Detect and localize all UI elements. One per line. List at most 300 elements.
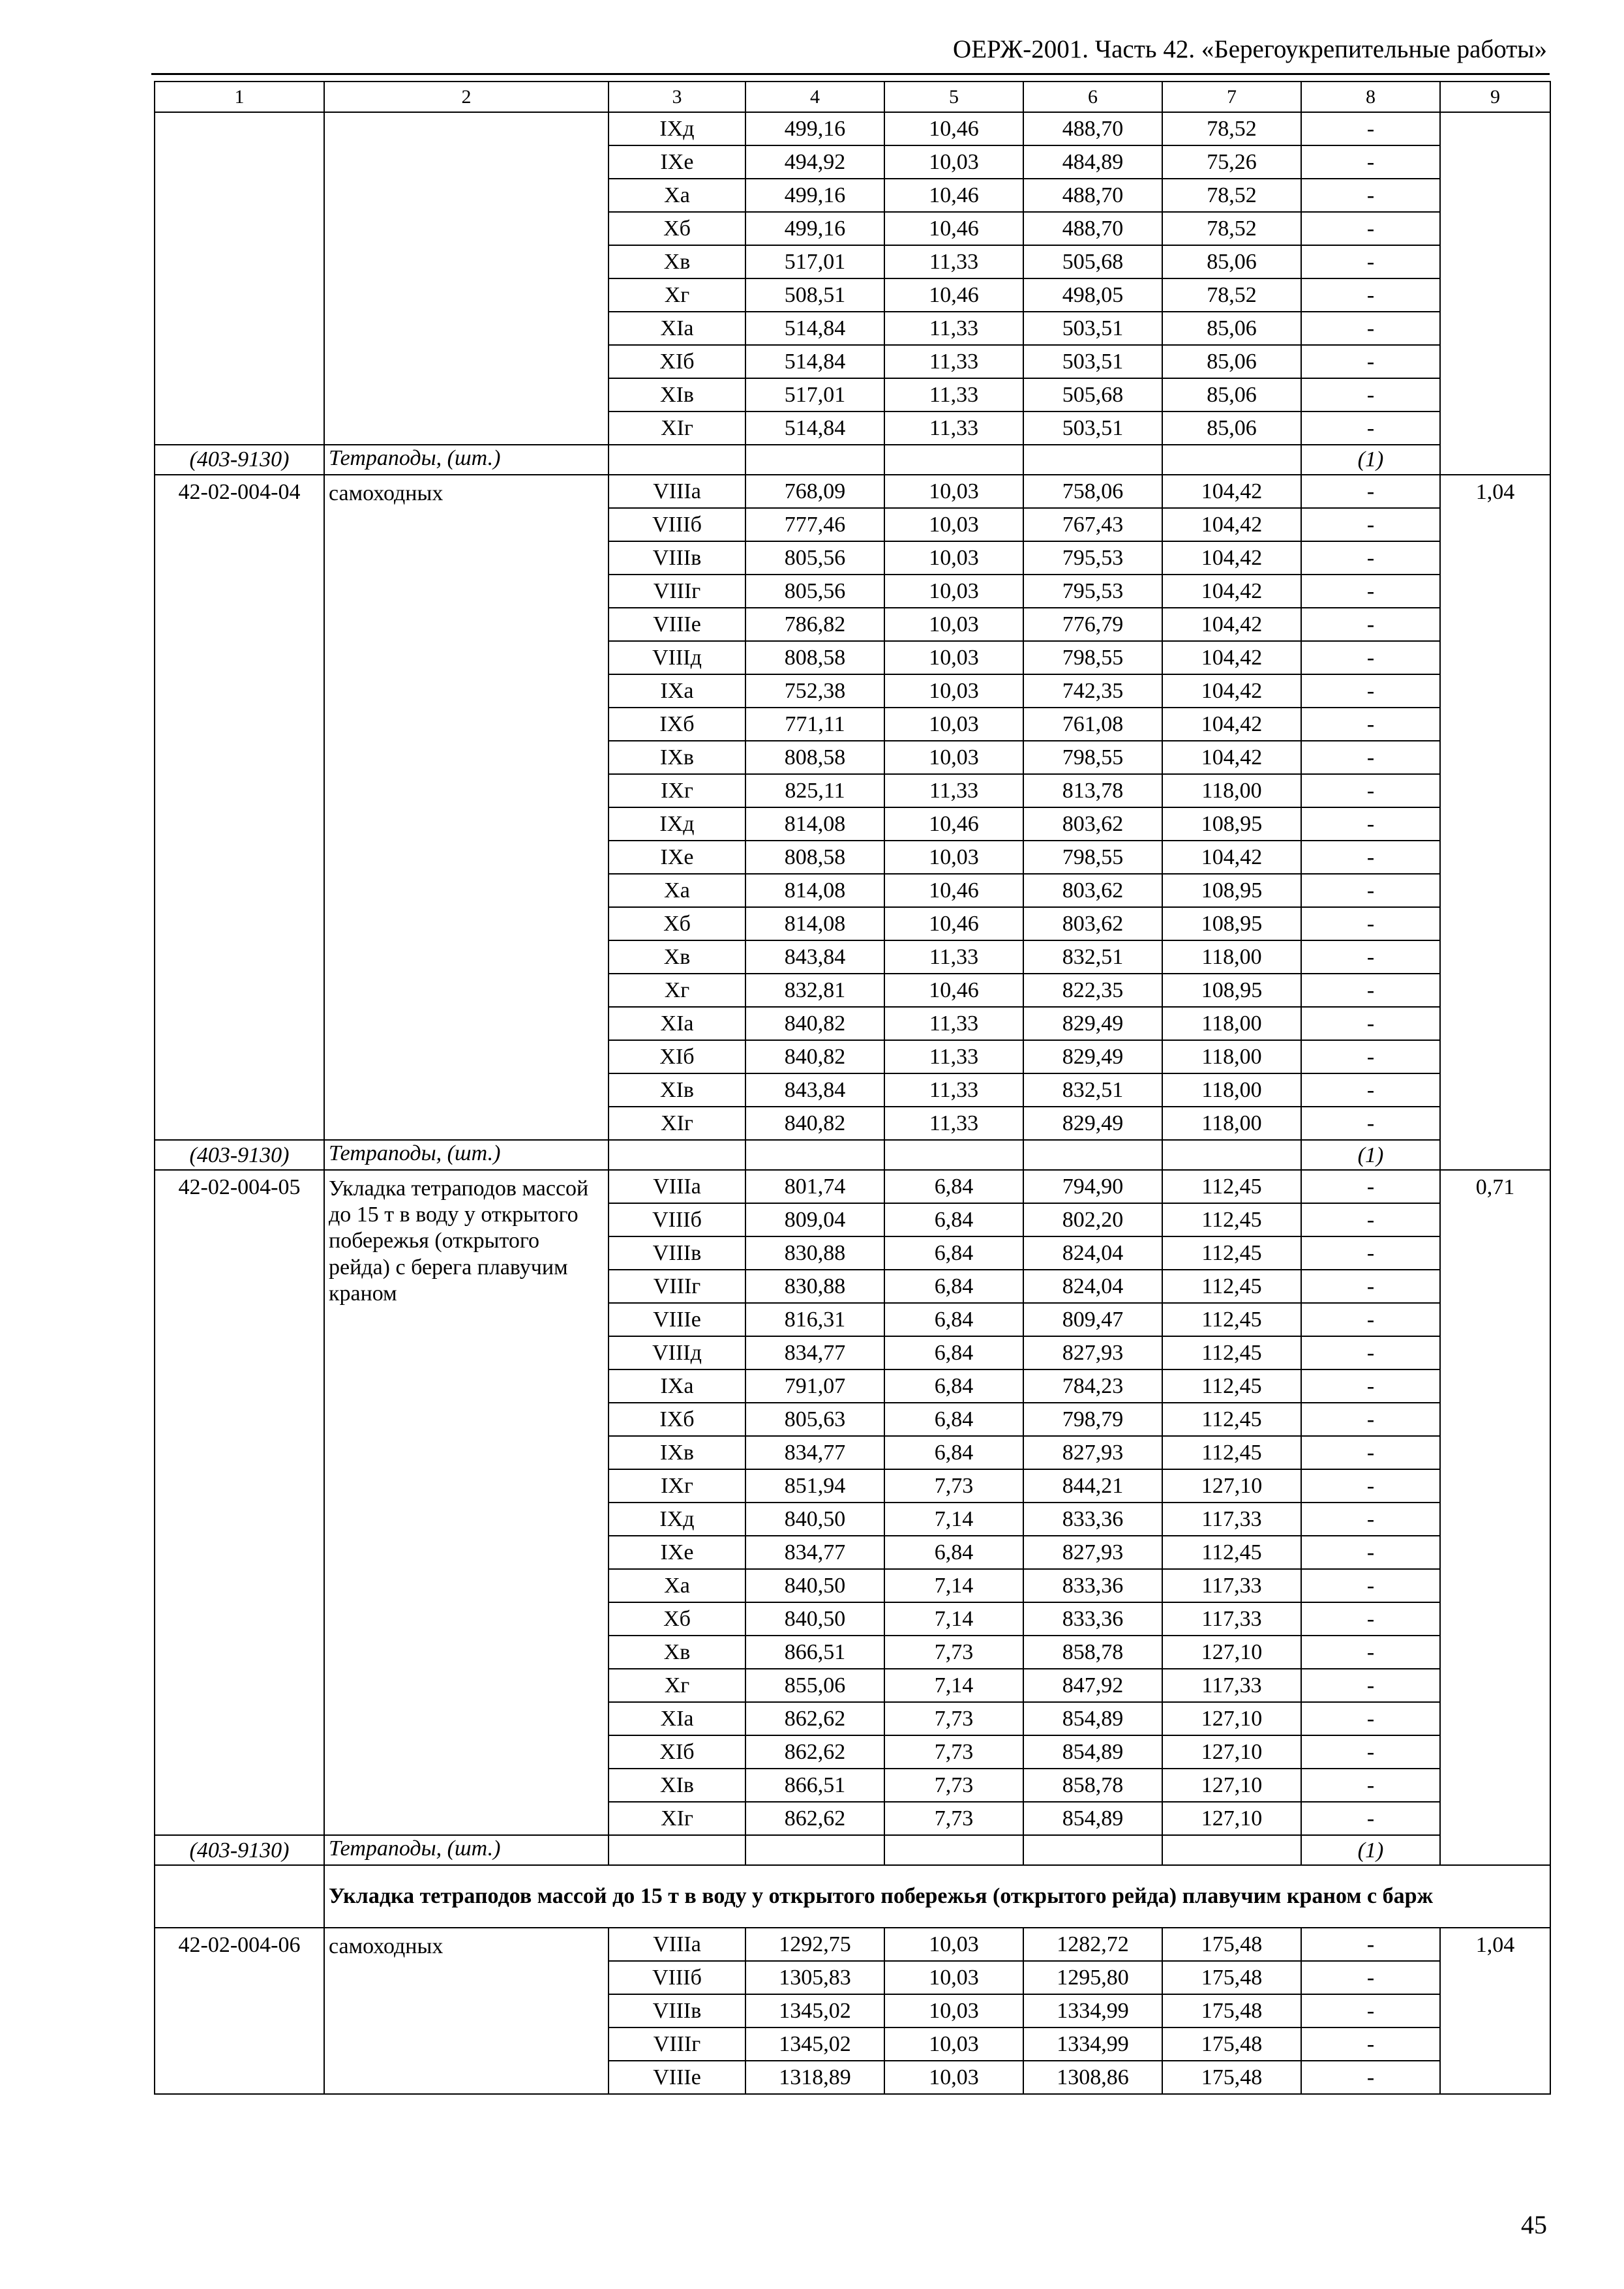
table-cell: 832,51: [1023, 940, 1162, 974]
table-cell: 833,36: [1023, 1569, 1162, 1602]
table-cell: 854,89: [1023, 1702, 1162, 1735]
table-cell: 858,78: [1023, 1769, 1162, 1802]
table-cell: XIг: [609, 1802, 745, 1835]
table-cell: -: [1301, 1503, 1440, 1536]
table-cell: 10,03: [884, 741, 1023, 774]
column-number: 2: [324, 82, 609, 112]
table-cell: -: [1301, 278, 1440, 312]
table-cell: 761,08: [1023, 708, 1162, 741]
table-cell: IXв: [609, 741, 745, 774]
table-cell: -: [1301, 1073, 1440, 1107]
table-cell: -: [1301, 708, 1440, 741]
table-cell: 11,33: [884, 940, 1023, 974]
empty-cell: [1023, 1140, 1162, 1170]
table-cell: -: [1301, 1170, 1440, 1203]
table-cell: 10,46: [884, 278, 1023, 312]
table-cell: XIв: [609, 1073, 745, 1107]
table-cell: 829,49: [1023, 1040, 1162, 1073]
table-cell: 104,42: [1162, 508, 1301, 541]
table-cell: 494,92: [745, 145, 884, 179]
table-cell: 1345,02: [745, 2027, 884, 2061]
table-cell: 11,33: [884, 1107, 1023, 1140]
material-quantity: (1): [1301, 1140, 1440, 1170]
table-cell: 85,06: [1162, 378, 1301, 411]
empty-cell: [1162, 1140, 1301, 1170]
table-cell: VIIIд: [609, 641, 745, 674]
table-cell: VIIIe: [609, 1303, 745, 1336]
table-cell: -: [1301, 774, 1440, 807]
table-cell: 118,00: [1162, 940, 1301, 974]
table-cell: 7,73: [884, 1636, 1023, 1669]
table-cell: 108,95: [1162, 874, 1301, 907]
table-cell: 127,10: [1162, 1735, 1301, 1769]
table-cell: 844,21: [1023, 1469, 1162, 1503]
table-cell: 805,56: [745, 541, 884, 575]
column-number: 4: [745, 82, 884, 112]
table-cell: -: [1301, 575, 1440, 608]
empty-cell: [884, 1835, 1023, 1865]
table-cell: 118,00: [1162, 1107, 1301, 1140]
table-cell: 175,48: [1162, 2027, 1301, 2061]
table-cell: 505,68: [1023, 245, 1162, 278]
table-cell: VIIIe: [609, 608, 745, 641]
table-cell: 858,78: [1023, 1636, 1162, 1669]
table-cell: 112,45: [1162, 1536, 1301, 1569]
table-cell: 488,70: [1023, 212, 1162, 245]
table-cell: Xг: [609, 1669, 745, 1702]
table-cell: IXв: [609, 1436, 745, 1469]
column-number: 8: [1301, 82, 1440, 112]
table-cell: -: [1301, 1403, 1440, 1436]
material-name: Тетраподы, (шт.): [324, 445, 609, 475]
section-subheading: Укладка тетраподов массой до 15 т в воду у открытого побережья (открытого рейда) плавучим краном с барж: [324, 1865, 1550, 1928]
rate-description: самоходных: [324, 1928, 609, 2094]
table-cell: 798,55: [1023, 841, 1162, 874]
table-cell: 11,33: [884, 345, 1023, 378]
table-cell: 10,03: [884, 2027, 1023, 2061]
table-cell: 10,46: [884, 974, 1023, 1007]
table-cell: -: [1301, 112, 1440, 145]
section-subheading-row: [155, 1865, 1550, 1928]
table-cell: IXг: [609, 1469, 745, 1503]
table-cell: 10,03: [884, 708, 1023, 741]
table-cell: 6,84: [884, 1236, 1023, 1270]
table-cell: -: [1301, 345, 1440, 378]
table-cell: 866,51: [745, 1636, 884, 1669]
table-cell: 809,04: [745, 1203, 884, 1236]
table-cell: VIIIб: [609, 1203, 745, 1236]
table-cell: 104,42: [1162, 708, 1301, 741]
table-cell: VIIIг: [609, 575, 745, 608]
rate-code: [155, 112, 324, 445]
table-cell: 834,77: [745, 1336, 884, 1369]
column-number-row: [155, 82, 1550, 112]
table-cell: 127,10: [1162, 1702, 1301, 1735]
table-row: [155, 1928, 1550, 1961]
material-row: [155, 1835, 1550, 1865]
table-cell: 175,48: [1162, 2061, 1301, 2094]
table-cell: -: [1301, 874, 1440, 907]
table-cell: -: [1301, 1928, 1440, 1961]
table-cell: 6,84: [884, 1170, 1023, 1203]
table-cell: -: [1301, 312, 1440, 345]
table-cell: 808,58: [745, 641, 884, 674]
table-cell: 768,09: [745, 475, 884, 508]
table-cell: -: [1301, 378, 1440, 411]
table-cell: 117,33: [1162, 1602, 1301, 1636]
table-cell: 816,31: [745, 1303, 884, 1336]
table-cell: 498,05: [1023, 278, 1162, 312]
table-cell: VIIIв: [609, 1236, 745, 1270]
table-cell: 104,42: [1162, 575, 1301, 608]
table-cell: 829,49: [1023, 1007, 1162, 1040]
table-cell: 752,38: [745, 674, 884, 708]
table-cell: 798,55: [1023, 741, 1162, 774]
table-cell: 834,77: [745, 1536, 884, 1569]
table-cell: 840,82: [745, 1007, 884, 1040]
table-cell: IXe: [609, 841, 745, 874]
table-cell: 829,49: [1023, 1107, 1162, 1140]
table-cell: 488,70: [1023, 112, 1162, 145]
table-cell: 6,84: [884, 1303, 1023, 1336]
table-cell: 777,46: [745, 508, 884, 541]
empty-cell: [1162, 445, 1301, 475]
table-cell: 798,55: [1023, 641, 1162, 674]
table-cell: 834,77: [745, 1436, 884, 1469]
table-cell: 786,82: [745, 608, 884, 641]
price-table: [154, 81, 1551, 2095]
page-number: 45: [1521, 2210, 1547, 2239]
table-cell: XIa: [609, 312, 745, 345]
table-cell: 7,73: [884, 1735, 1023, 1769]
table-cell: -: [1301, 641, 1440, 674]
table-cell: 6,84: [884, 1270, 1023, 1303]
table-cell: 117,33: [1162, 1569, 1301, 1602]
table-cell: 10,03: [884, 475, 1023, 508]
table-cell: -: [1301, 1802, 1440, 1835]
table-cell: 862,62: [745, 1735, 884, 1769]
table-cell: VIIIв: [609, 1994, 745, 2027]
table-cell: 791,07: [745, 1369, 884, 1403]
rate-description: самоходных: [324, 475, 609, 1140]
table-cell: 78,52: [1162, 278, 1301, 312]
table-cell: 742,35: [1023, 674, 1162, 708]
table-cell: 795,53: [1023, 575, 1162, 608]
table-cell: -: [1301, 1236, 1440, 1270]
table-cell: 7,14: [884, 1503, 1023, 1536]
table-cell: 10,03: [884, 508, 1023, 541]
table-cell: XIб: [609, 345, 745, 378]
table-cell: 484,89: [1023, 145, 1162, 179]
table-cell: 104,42: [1162, 541, 1301, 575]
table-cell: -: [1301, 2027, 1440, 2061]
table-cell: 505,68: [1023, 378, 1162, 411]
table-cell: 514,84: [745, 411, 884, 445]
table-cell: Xa: [609, 874, 745, 907]
table-cell: 824,04: [1023, 1236, 1162, 1270]
table-cell: 10,46: [884, 807, 1023, 841]
table-cell: -: [1301, 411, 1440, 445]
empty-cell: [155, 1865, 324, 1928]
table-cell: -: [1301, 475, 1440, 508]
table-cell: -: [1301, 674, 1440, 708]
table-cell: 10,03: [884, 1928, 1023, 1961]
table-cell: 803,62: [1023, 874, 1162, 907]
table-cell: 809,47: [1023, 1303, 1162, 1336]
table-cell: 488,70: [1023, 179, 1162, 212]
table-cell: 784,23: [1023, 1369, 1162, 1403]
table-cell: 801,74: [745, 1170, 884, 1203]
table-cell: -: [1301, 1040, 1440, 1073]
table-cell: -: [1301, 2061, 1440, 2094]
table-cell: VIIIг: [609, 1270, 745, 1303]
table-cell: -: [1301, 1107, 1440, 1140]
table-cell: 112,45: [1162, 1336, 1301, 1369]
table-cell: 795,53: [1023, 541, 1162, 575]
table-cell: 814,08: [745, 807, 884, 841]
table-cell: 11,33: [884, 312, 1023, 345]
rate-code: 42-02-004-06: [155, 1928, 324, 2094]
table-cell: VIIIб: [609, 1961, 745, 1994]
header-rule: [151, 73, 1550, 75]
table-cell: VIIIг: [609, 2027, 745, 2061]
table-cell: 814,08: [745, 874, 884, 907]
table-cell: 10,03: [884, 608, 1023, 641]
empty-cell: [1023, 1835, 1162, 1865]
table-cell: IXб: [609, 1403, 745, 1436]
column-number: 6: [1023, 82, 1162, 112]
table-cell: 866,51: [745, 1769, 884, 1802]
empty-cell: [884, 445, 1023, 475]
table-cell: 104,42: [1162, 475, 1301, 508]
table-cell: 517,01: [745, 378, 884, 411]
column-number: 3: [609, 82, 745, 112]
table-row: [155, 475, 1550, 508]
table-cell: XIв: [609, 378, 745, 411]
table-cell: Xв: [609, 245, 745, 278]
table-cell: 862,62: [745, 1702, 884, 1735]
table-cell: 1308,86: [1023, 2061, 1162, 2094]
table-cell: XIб: [609, 1040, 745, 1073]
table-cell: 7,14: [884, 1669, 1023, 1702]
table-cell: IXд: [609, 112, 745, 145]
table-cell: 127,10: [1162, 1636, 1301, 1669]
table-cell: Xг: [609, 974, 745, 1007]
table-cell: Xг: [609, 278, 745, 312]
table-cell: 85,06: [1162, 312, 1301, 345]
table-cell: IXa: [609, 674, 745, 708]
table-cell: 499,16: [745, 112, 884, 145]
table-cell: 112,45: [1162, 1303, 1301, 1336]
table-cell: 514,84: [745, 312, 884, 345]
material-row: [155, 1140, 1550, 1170]
table-cell: VIIIд: [609, 1336, 745, 1369]
table-cell: 104,42: [1162, 608, 1301, 641]
table-cell: 851,94: [745, 1469, 884, 1503]
table-cell: 10,46: [884, 212, 1023, 245]
rate-description: [324, 112, 609, 445]
table-cell: -: [1301, 1602, 1440, 1636]
table-cell: 832,51: [1023, 1073, 1162, 1107]
table-cell: 175,48: [1162, 1961, 1301, 1994]
table-cell: 175,48: [1162, 1994, 1301, 2027]
table-cell: Xб: [609, 907, 745, 940]
table-cell: -: [1301, 1536, 1440, 1569]
table-cell: Xв: [609, 940, 745, 974]
table-cell: 118,00: [1162, 1073, 1301, 1107]
table-cell: 776,79: [1023, 608, 1162, 641]
table-cell: 11,33: [884, 774, 1023, 807]
table-cell: 10,03: [884, 2061, 1023, 2094]
column-number: 5: [884, 82, 1023, 112]
table-cell: 75,26: [1162, 145, 1301, 179]
table-cell: 11,33: [884, 378, 1023, 411]
table-cell: 175,48: [1162, 1928, 1301, 1961]
table-cell: 104,42: [1162, 741, 1301, 774]
table-cell: 112,45: [1162, 1270, 1301, 1303]
table-cell: 517,01: [745, 245, 884, 278]
empty-cell: [609, 1140, 745, 1170]
table-cell: 1345,02: [745, 1994, 884, 2027]
table-cell: XIa: [609, 1007, 745, 1040]
table-cell: Xв: [609, 1636, 745, 1669]
table-cell: 6,84: [884, 1436, 1023, 1469]
table-cell: 85,06: [1162, 345, 1301, 378]
material-code: (403-9130): [155, 1140, 324, 1170]
table-cell: 503,51: [1023, 411, 1162, 445]
table-cell: 6,84: [884, 1536, 1023, 1569]
table-cell: Xб: [609, 212, 745, 245]
table-cell: VIIIa: [609, 1170, 745, 1203]
table-cell: -: [1301, 1436, 1440, 1469]
empty-cell: [884, 1140, 1023, 1170]
table-cell: 11,33: [884, 1073, 1023, 1107]
column-number: 9: [1440, 82, 1550, 112]
table-cell: 127,10: [1162, 1469, 1301, 1503]
table-cell: 10,03: [884, 641, 1023, 674]
page-header-title: ОЕРЖ-2001. Часть 42. «Берегоукрепительные работы»: [953, 35, 1547, 63]
table-cell: 832,81: [745, 974, 884, 1007]
material-name: Тетраподы, (шт.): [324, 1835, 609, 1865]
table-cell: -: [1301, 1303, 1440, 1336]
table-cell: -: [1301, 541, 1440, 575]
table-cell: IXe: [609, 1536, 745, 1569]
table-cell: XIг: [609, 411, 745, 445]
table-cell: VIIIa: [609, 1928, 745, 1961]
table-cell: 508,51: [745, 278, 884, 312]
table-cell: 6,84: [884, 1369, 1023, 1403]
table-cell: 108,95: [1162, 907, 1301, 940]
table-cell: 808,58: [745, 741, 884, 774]
table-cell: 1334,99: [1023, 1994, 1162, 2027]
table-cell: 11,33: [884, 411, 1023, 445]
table-cell: 85,06: [1162, 411, 1301, 445]
table-cell: 112,45: [1162, 1403, 1301, 1436]
table-cell: 10,03: [884, 841, 1023, 874]
table-cell: 127,10: [1162, 1769, 1301, 1802]
table-cell: 118,00: [1162, 1040, 1301, 1073]
table-cell: 855,06: [745, 1669, 884, 1702]
table-cell: 758,06: [1023, 475, 1162, 508]
table-cell: -: [1301, 1270, 1440, 1303]
table-cell: 827,93: [1023, 1536, 1162, 1569]
table-cell: 78,52: [1162, 112, 1301, 145]
table-cell: 813,78: [1023, 774, 1162, 807]
table-cell: 117,33: [1162, 1503, 1301, 1536]
column-number: 7: [1162, 82, 1301, 112]
table-cell: 503,51: [1023, 312, 1162, 345]
table-cell: 1305,83: [745, 1961, 884, 1994]
table-cell: 108,95: [1162, 807, 1301, 841]
table-cell: 10,46: [884, 907, 1023, 940]
material-quantity: (1): [1301, 1835, 1440, 1865]
table-cell: -: [1301, 1994, 1440, 2027]
table-cell: 7,14: [884, 1602, 1023, 1636]
table-cell: 112,45: [1162, 1369, 1301, 1403]
empty-cell: [609, 445, 745, 475]
table-cell: 118,00: [1162, 1007, 1301, 1040]
table-cell: -: [1301, 179, 1440, 212]
table-cell: -: [1301, 940, 1440, 974]
table-cell: 104,42: [1162, 841, 1301, 874]
column-number: 1: [155, 82, 324, 112]
table-cell: 11,33: [884, 1007, 1023, 1040]
material-name: Тетраподы, (шт.): [324, 1140, 609, 1170]
table-cell: 6,84: [884, 1203, 1023, 1236]
rate-coefficient: 0,71: [1440, 1170, 1550, 1865]
table-cell: XIг: [609, 1107, 745, 1140]
table-cell: 808,58: [745, 841, 884, 874]
material-code: (403-9130): [155, 445, 324, 475]
table-cell: 112,45: [1162, 1436, 1301, 1469]
table-cell: 10,03: [884, 1961, 1023, 1994]
table-cell: 10,03: [884, 145, 1023, 179]
table-cell: 840,50: [745, 1602, 884, 1636]
table-body: [155, 82, 1550, 2094]
table-cell: 771,11: [745, 708, 884, 741]
table-cell: -: [1301, 245, 1440, 278]
table-cell: 10,03: [884, 674, 1023, 708]
table-cell: 78,52: [1162, 212, 1301, 245]
table-cell: XIв: [609, 1769, 745, 1802]
table-cell: VIIIe: [609, 2061, 745, 2094]
material-quantity: (1): [1301, 445, 1440, 475]
table-cell: -: [1301, 1569, 1440, 1602]
table-cell: 840,82: [745, 1040, 884, 1073]
table-cell: 10,03: [884, 575, 1023, 608]
table-cell: 798,79: [1023, 1403, 1162, 1436]
empty-cell: [1023, 445, 1162, 475]
table-cell: 830,88: [745, 1236, 884, 1270]
table-cell: 104,42: [1162, 641, 1301, 674]
rate-code: 42-02-004-05: [155, 1170, 324, 1835]
table-cell: -: [1301, 212, 1440, 245]
table-cell: 10,46: [884, 112, 1023, 145]
table-cell: 514,84: [745, 345, 884, 378]
empty-cell: [745, 445, 884, 475]
table-cell: 830,88: [745, 1270, 884, 1303]
empty-cell: [745, 1835, 884, 1865]
table-cell: 1334,99: [1023, 2027, 1162, 2061]
table-cell: XIa: [609, 1702, 745, 1735]
table-cell: 827,93: [1023, 1436, 1162, 1469]
table-cell: 847,92: [1023, 1669, 1162, 1702]
table-cell: 854,89: [1023, 1802, 1162, 1835]
table-cell: 108,95: [1162, 974, 1301, 1007]
table-cell: 10,46: [884, 179, 1023, 212]
table-row: [155, 1170, 1550, 1203]
table-cell: -: [1301, 1961, 1440, 1994]
